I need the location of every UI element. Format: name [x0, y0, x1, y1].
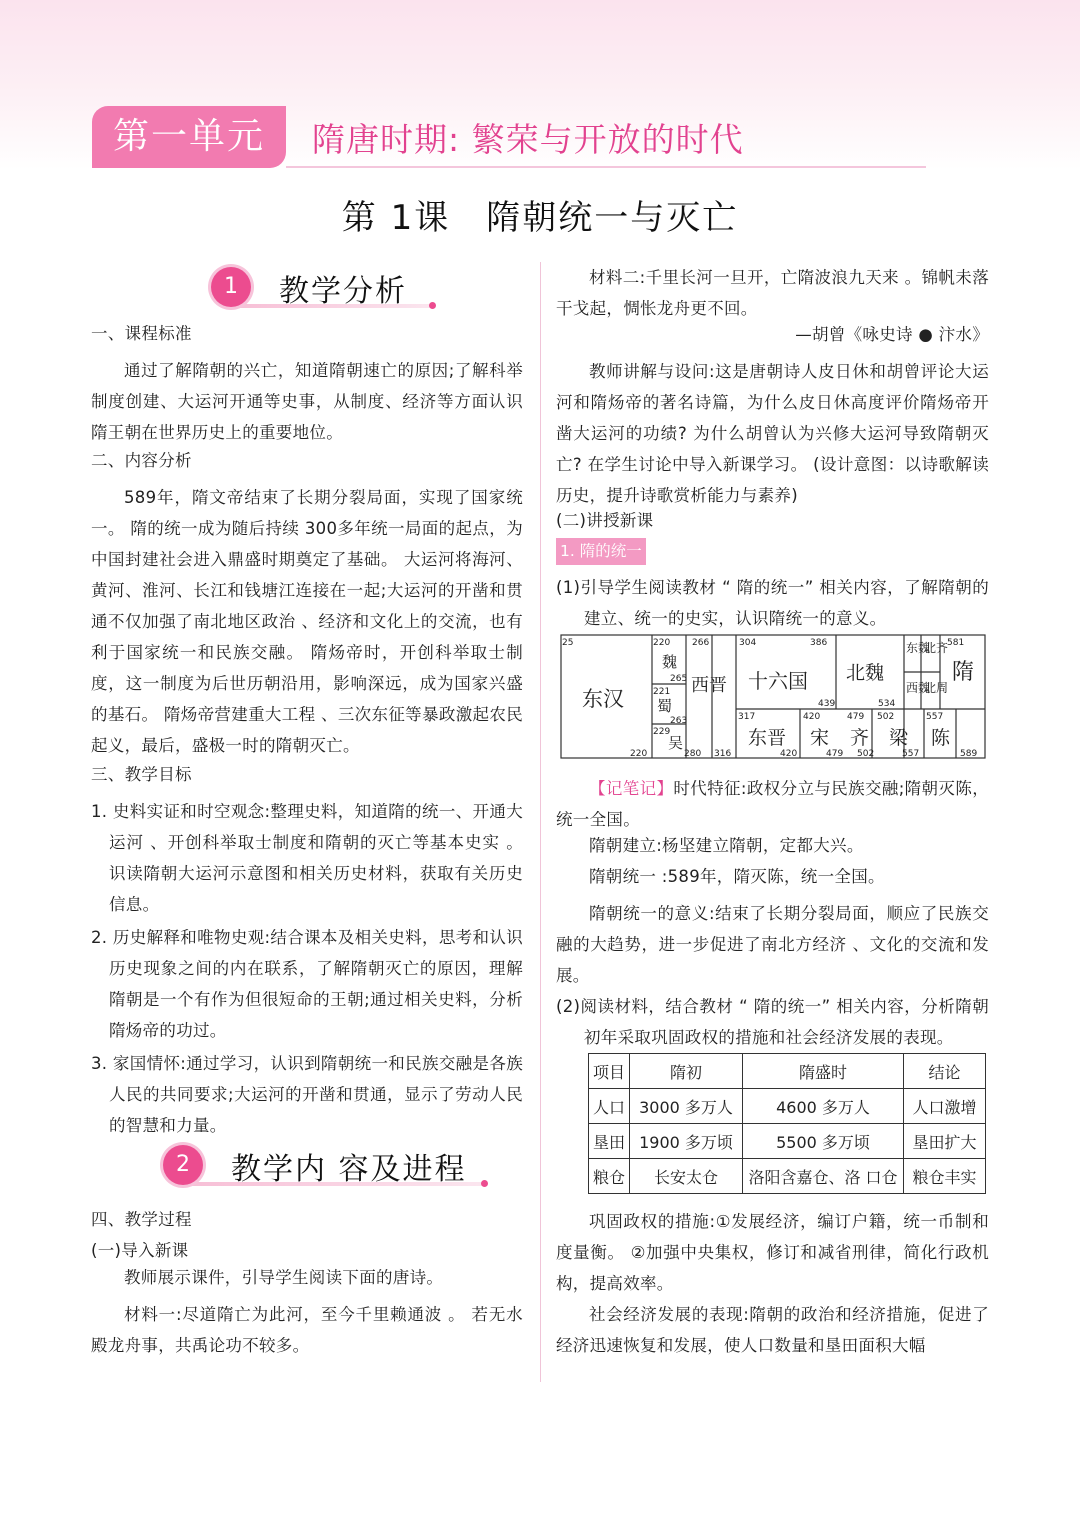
table-cell: 人口激增 — [904, 1089, 986, 1124]
year-label: 317 — [738, 712, 756, 722]
regime-label: 齐 — [850, 727, 870, 749]
table-cell: 垦田 — [589, 1124, 630, 1159]
year-label: 25 — [562, 638, 574, 648]
year-label: 557 — [902, 749, 920, 759]
heading-goals: 三、教学目标 — [91, 765, 192, 784]
paragraph-material-2: 材料二:千里长河一旦开，亡隋波浪九天来 。锦帆未落干戈起，惆怅龙舟更不回。 — [556, 268, 989, 318]
year-label: 589 — [960, 749, 978, 759]
section-heading-analysis — [211, 264, 436, 310]
table-row — [589, 1124, 986, 1159]
year-label: 220 — [630, 749, 648, 759]
heading-intro: (一)导入新课 — [91, 1241, 189, 1260]
table-cell: 5500 多万顷 — [743, 1124, 904, 1159]
paragraph-founding: 隋朝建立:杨坚建立隋朝，定都大兴。 — [589, 836, 864, 855]
section-title: 教学内 容及进程 — [231, 1152, 467, 1187]
lesson-title: 第 1课 隋朝统一与灭亡 — [341, 198, 739, 238]
heading-dot — [429, 302, 436, 309]
regime-label: 西魏 — [906, 681, 931, 695]
regime-label: 东汉 — [582, 687, 624, 711]
poem-citation: —胡曾《咏史诗 ● 汴水》 — [795, 325, 989, 344]
regime-label: 宋 — [810, 727, 830, 749]
year-label: 316 — [714, 749, 732, 759]
regime-label: 魏 — [662, 653, 678, 671]
section-number: 1 — [211, 267, 251, 307]
table-cell: 1900 多万顷 — [630, 1124, 743, 1159]
regime-label: 北齐 — [924, 641, 949, 655]
year-label: 304 — [739, 638, 757, 648]
note-paragraph — [556, 773, 989, 835]
table-cell: 粮仓丰实 — [904, 1159, 986, 1194]
regime-label: 东晋 — [748, 727, 787, 749]
regime-label: 北魏 — [846, 662, 885, 684]
table-cell: 粮仓 — [589, 1159, 630, 1194]
question-2: (2)阅读材料，结合教材 “ 隋的统一” 相关内容，分析隋朝初年采取巩固政权的措施和社会经济发展的表现。 — [556, 997, 989, 1047]
regime-label: 陈 — [931, 727, 951, 749]
year-label: 266 — [692, 638, 710, 648]
year-label: 220 — [653, 638, 671, 648]
goal-item-3: 3. 家国情怀:通过学习，认识到隋朝统一和民族交融是各族人民的共同要求;大运河的开凿和贯通，显示了劳动人民的智慧和力量。 — [91, 1054, 523, 1135]
goal-item-2: 2. 历史解释和唯物史观:结合课本及相关史料，思考和认识历史现象之间的内在联系，了解隋朝灭亡的原因，理解隋朝是一个有作为但很短命的王朝;通过相关史料，分析隋炀帝的功过。 — [91, 928, 523, 1040]
table-cell: 4600 多万人 — [743, 1089, 904, 1124]
question-1: (1)引导学生阅读教材 “ 隋的统一” 相关内容，了解隋朝的建立、统一的史实，认识隋统一的意义。 — [556, 578, 989, 628]
paragraph-measures: 巩固政权的措施:①发展经济，编订户籍，统一币制和度量衡。 ②加强中央集权，修订和减省刑律，简化行政机构，提高效率。 — [556, 1212, 989, 1293]
paragraph-intro: 教师展示课件，引导学生阅读下面的唐诗。 — [124, 1268, 444, 1287]
year-label: 502 — [877, 712, 895, 722]
goal-item-1: 1. 史料实证和时空观念:整理史料，知道隋的统一、开通大运河 、开创科举取士制度和隋朝的灭亡等基本史实 。识读隋朝大运河示意图和相关历史材料，获取有关历史信息。 — [91, 802, 523, 914]
year-label: 386 — [810, 638, 828, 648]
comparison-table — [588, 1053, 986, 1194]
dynasty-timeline — [560, 634, 986, 759]
regime-label: 十六国 — [748, 669, 808, 693]
regime-label: 吴 — [668, 734, 684, 752]
unit-underline — [286, 166, 926, 168]
section-title: 教学分析 — [279, 274, 407, 309]
table-cell: 3000 多万人 — [630, 1089, 743, 1124]
year-label: 420 — [780, 749, 798, 759]
section-number: 2 — [163, 1145, 203, 1185]
paragraph-economy: 社会经济发展的表现:隋朝的政治和经济措施，促进了经济迅速恢复和发展，使人口数量和垦田面积大幅 — [556, 1305, 989, 1355]
year-label: 265 — [670, 674, 688, 684]
unit-title: 隋唐时期: 繁荣与开放的时代 — [312, 120, 744, 159]
table-cell: 长安太仓 — [630, 1159, 743, 1194]
regime-label: 西晋 — [691, 675, 727, 696]
unit-badge: 第一单元 — [92, 106, 286, 168]
year-label: 229 — [653, 727, 671, 737]
table-header: 结论 — [904, 1054, 986, 1089]
year-label: 581 — [947, 638, 965, 648]
paragraph-significance: 隋朝统一的意义:结束了长期分裂局面，顺应了民族交融的大趋势，进一步促进了南北方经济 、文化的交流和发展。 — [556, 904, 989, 985]
year-label: 479 — [826, 749, 844, 759]
heading-dot — [481, 1180, 488, 1187]
heading-curriculum: 一、课程标准 — [91, 324, 192, 343]
year-label: 557 — [926, 712, 944, 722]
table-row — [589, 1089, 986, 1124]
paragraph-content: 589年，隋文帝结束了长期分裂局面，实现了国家统一。 隋的统一成为随后持续 300多年统一局面的起点，为中国封建社会进入鼎盛时期奠定了基础。 大运河将海河、黄河、淮河、长江和钱塘江连接在一起;大运河的开凿和贯通不仅加强了南北地区政治 、经济和文化上的交流，也有利于国家统一和民族交融。 隋炀帝时，开创科举取士制度，这一制度为后世历朝沿用，影响深远，成为国家兴盛的基石。 隋炀帝营建重大工程 、三次东征等暴政激起农民起义，最后，盛极一时的隋朝灭亡。 — [91, 488, 523, 755]
heading-content: 二、内容分析 — [91, 451, 192, 470]
year-label: 502 — [857, 749, 875, 759]
table-cell: 垦田扩大 — [904, 1124, 986, 1159]
table-cell: 人口 — [589, 1089, 630, 1124]
table-header-row — [589, 1054, 986, 1089]
year-label: 263 — [670, 716, 688, 726]
year-label: 479 — [847, 712, 865, 722]
column-divider — [540, 262, 541, 1382]
year-label: 280 — [684, 749, 702, 759]
regime-label: 隋 — [952, 660, 975, 685]
regime-label: 梁 — [889, 727, 909, 749]
regime-label: 蜀 — [657, 697, 673, 715]
regime-label: 东魏 — [906, 641, 931, 655]
year-label: 439 — [818, 699, 836, 709]
heading-new-lesson: (二)讲授新课 — [556, 511, 654, 530]
section-heading-process — [163, 1142, 493, 1188]
table-header: 隋盛时 — [743, 1054, 904, 1089]
table-cell: 洛阳含嘉仓、洛 口仓 — [743, 1159, 904, 1194]
year-label: 534 — [878, 699, 896, 709]
note-label: 【记笔记】 — [589, 779, 674, 798]
note-text: 时代特征:政权分立与民族交融;隋朝灭陈，统一全国。 — [556, 779, 989, 829]
paragraph-unification: 隋朝统一 :589年，隋灭陈，统一全国。 — [589, 867, 885, 886]
table-header: 隋初 — [630, 1054, 743, 1089]
year-label: 420 — [803, 712, 821, 722]
paragraph-material-1: 材料一:尽道隋亡为此河，至今千里赖通波 。 若无水殿龙舟事，共禹论功不较多。 — [91, 1305, 523, 1355]
unit-header — [92, 106, 932, 168]
year-label: 221 — [653, 687, 671, 697]
table-header: 项目 — [589, 1054, 630, 1089]
paragraph-teacher-question: 教师讲解与设问:这是唐朝诗人皮日休和胡曾评论大运河和隋炀帝的著名诗篇，为什么皮日休高度评价隋炀帝开凿大运河的功绩? 为什么胡曾认为兴修大运河导致隋朝灭亡? 在学生讨论中导入新课学习。 (设计意图：以诗歌解读历史，提升诗歌赏析能力与素养) — [556, 362, 989, 505]
topic-tag: 1. 隋的统一 — [556, 538, 646, 565]
heading-teaching-process: 四、教学过程 — [91, 1210, 192, 1229]
table-row — [589, 1159, 986, 1194]
paragraph-curriculum: 通过了解隋朝的兴亡，知道隋朝速亡的原因;了解科举制度创建、大运河开通等史事，从制度、经济等方面认识隋王朝在世界历史上的重要地位。 — [91, 361, 523, 442]
regime-label: 北周 — [924, 681, 949, 695]
